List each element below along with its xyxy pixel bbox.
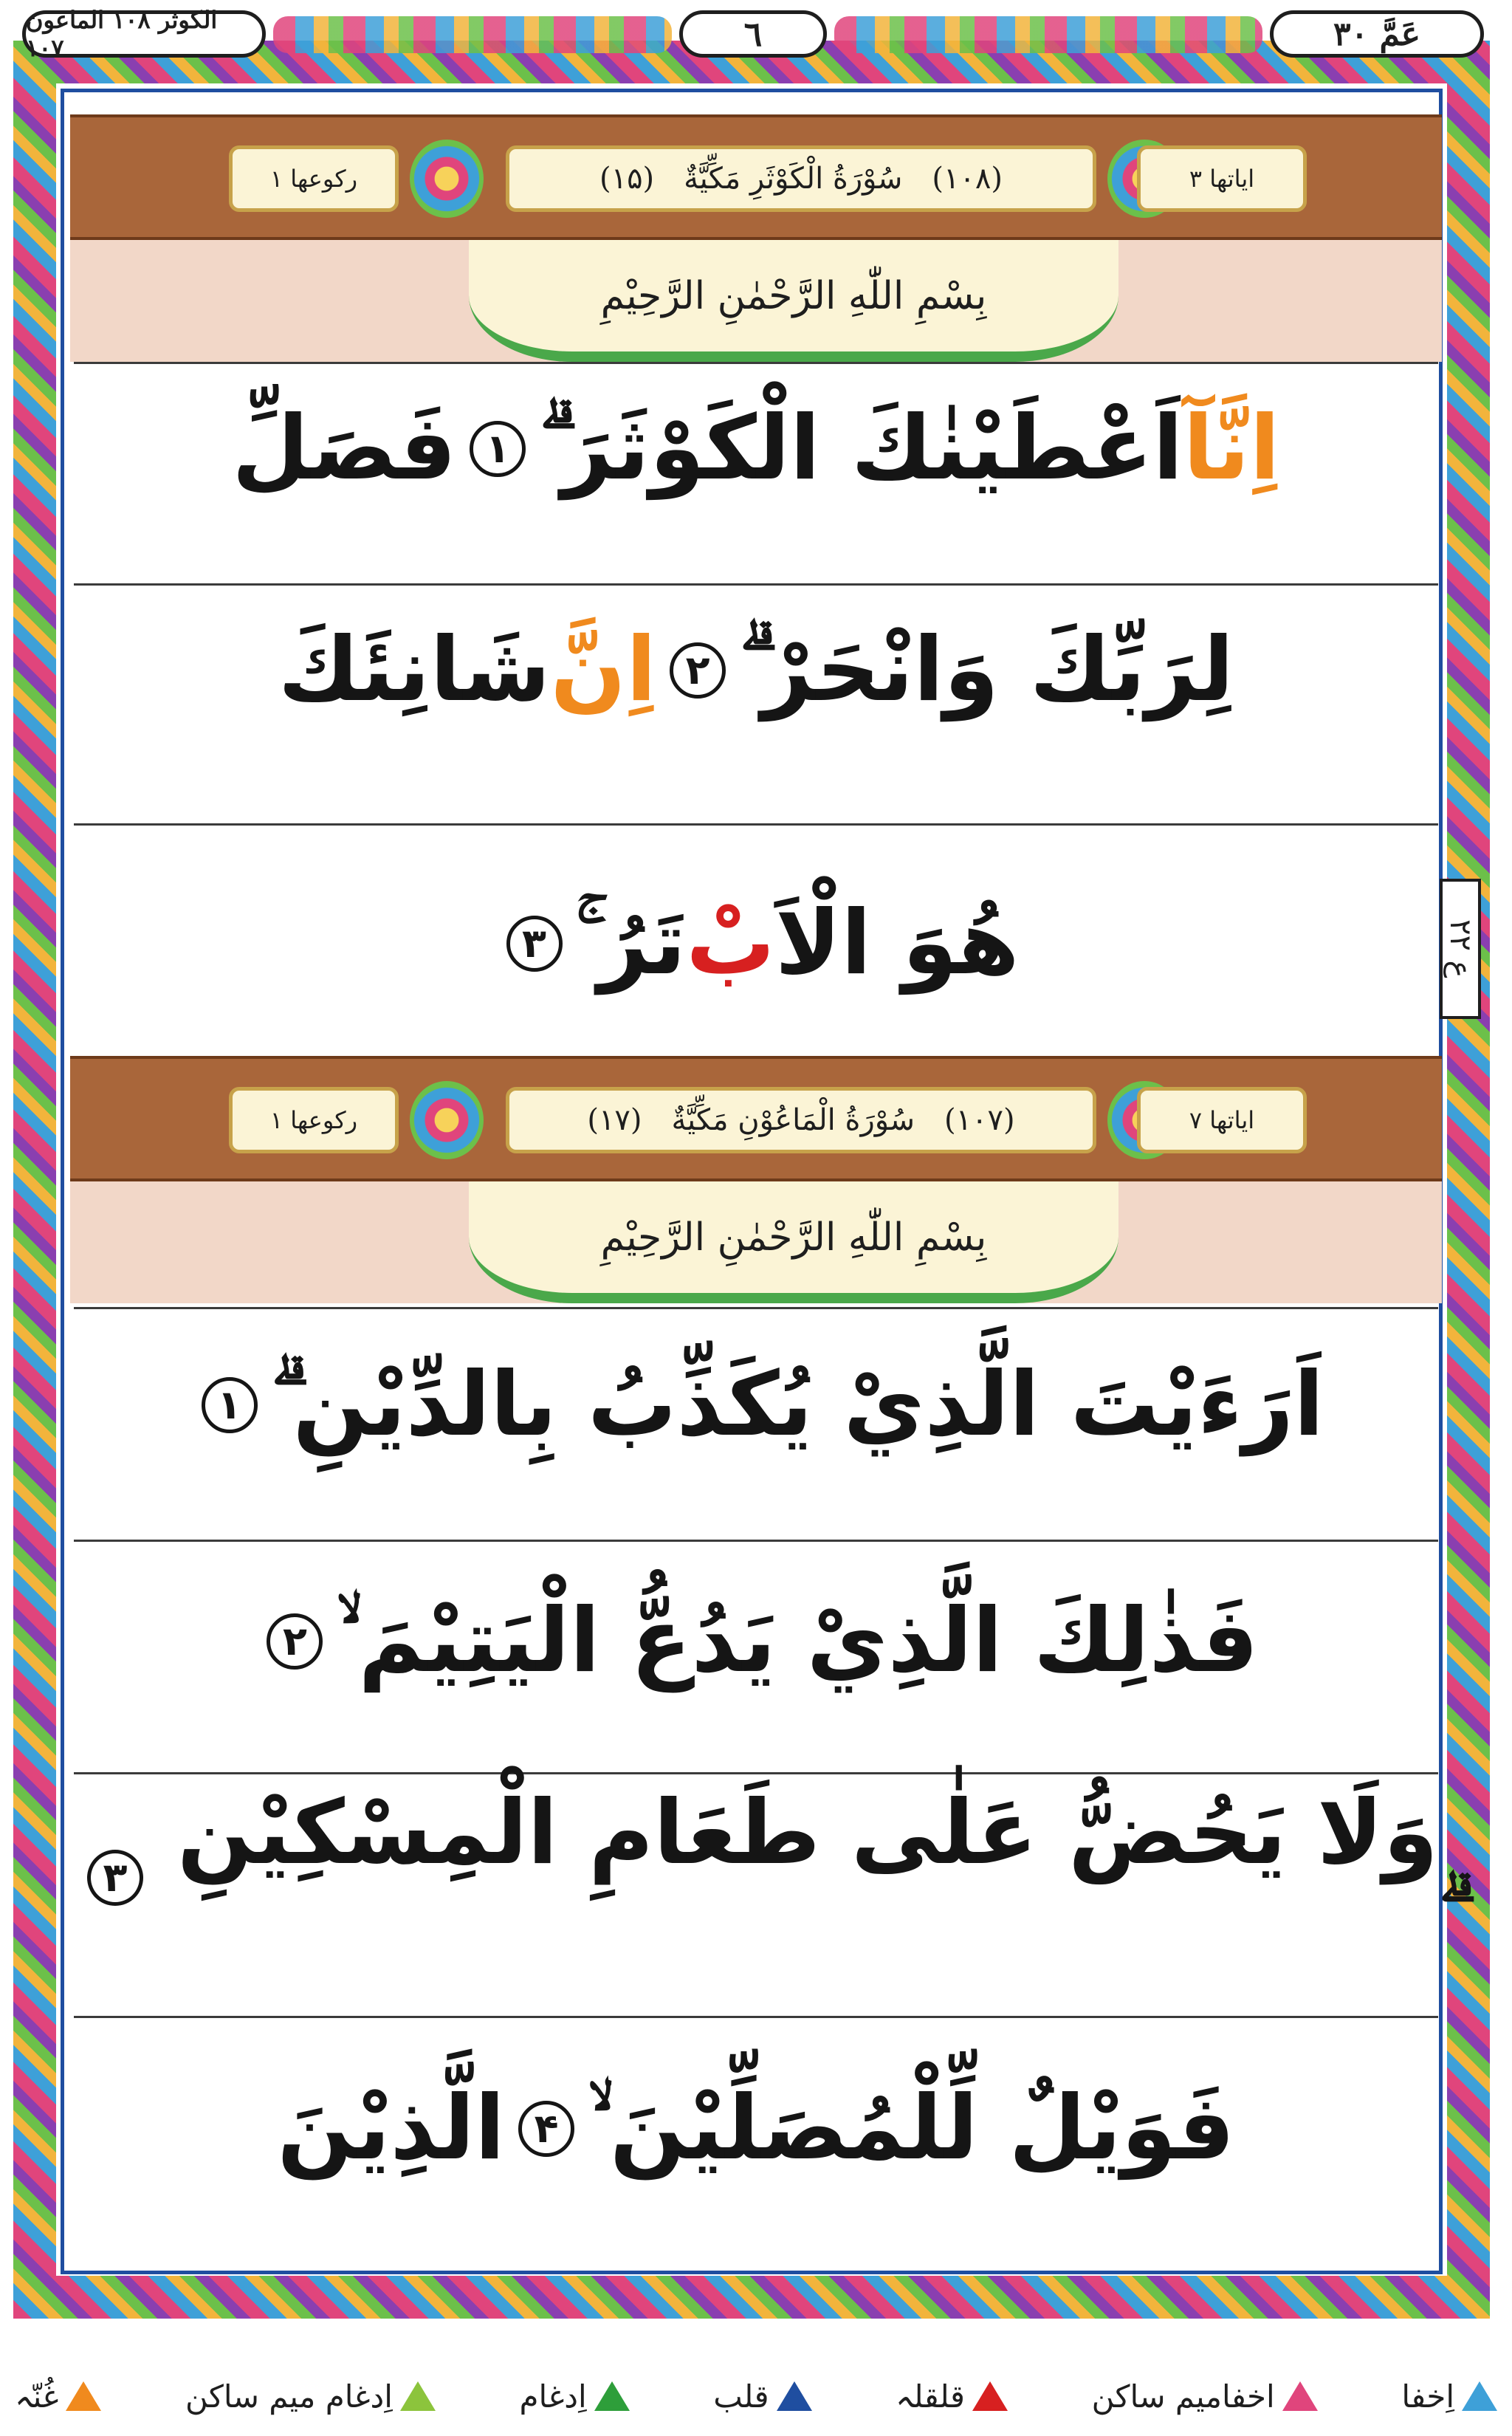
surah-title: سُوْرَةُ الْمَاعُوْنِ مَكِّيَّةٌ <box>671 1103 915 1137</box>
verse-line <box>74 366 1438 532</box>
surah-number: (۱۰۸) <box>932 162 1003 196</box>
legend-label: اِخفا <box>1401 2378 1454 2415</box>
verse-text: اَعْطَيْنٰكَ الْكَوْثَرَ ۗ <box>539 397 1183 500</box>
bismillah-band <box>70 1181 1442 1303</box>
line-rule <box>74 1772 1438 1774</box>
triangle-icon <box>972 2381 1008 2411</box>
verse-text: فَصَلِّ <box>232 397 457 500</box>
verse-line <box>74 860 1438 1026</box>
line-rule <box>74 1307 1438 1309</box>
top-header <box>0 0 1512 81</box>
triangle-icon <box>400 2381 436 2411</box>
bismillah-band <box>70 240 1442 362</box>
legend-item <box>185 2378 436 2415</box>
tajweed-ghunna: اِنَّ <box>550 618 657 721</box>
verse-text: شَانِئَكَ <box>278 618 551 721</box>
tajweed-legend <box>0 2363 1512 2429</box>
surah-title: سُوْرَةُ الْكَوْثَرِ مَكِّيَّةٌ <box>684 162 903 196</box>
line-rule <box>74 2016 1438 2018</box>
ayat-count-label: ایاتها ۷ <box>1137 1087 1307 1153</box>
ruku-count-label: رکوعها ۱ <box>229 145 399 212</box>
tajweed-qalqala: بْ <box>686 891 775 995</box>
line-rule <box>74 583 1438 586</box>
surah-header-kawthar <box>70 114 1442 240</box>
legend-label: قلب <box>713 2378 769 2415</box>
verse-text: هُوَ الْاَ <box>774 891 1020 995</box>
triangle-icon <box>1282 2381 1318 2411</box>
legend-label: اخفامیم ساکن <box>1091 2378 1275 2415</box>
top-ornament-left <box>273 16 672 53</box>
verse-line <box>74 2045 1438 2212</box>
verse-text: تَرُ ۚ <box>575 891 687 995</box>
medallion-ornament <box>410 1081 484 1159</box>
page-number: ٦ <box>679 10 827 58</box>
legend-item <box>1092 2378 1318 2415</box>
verse-text: اَرَءَيْتَ الَّذِيْ يُكَذِّبُ بِالدِّيْنِ ۗ <box>270 1353 1324 1456</box>
surah-index-pill: الکوثر ۱۰۸ الماعون ۱۰۷ <box>22 10 266 58</box>
surah-header-maun <box>70 1056 1442 1181</box>
surah-title-box <box>506 1087 1096 1153</box>
surah-number: (۱۰۷) <box>944 1103 1015 1137</box>
ayah-number: ۴ <box>518 2101 574 2157</box>
verse-line <box>74 1322 1438 1488</box>
legend-label: اِدغام <box>519 2378 587 2415</box>
legend-item <box>896 2378 1008 2415</box>
legend-item <box>713 2378 811 2415</box>
legend-label: غُنّہ <box>15 2378 59 2415</box>
surah-order: (۱۵) <box>599 162 655 196</box>
ayat-count-label: ایاتها ۳ <box>1137 145 1307 212</box>
verse-line <box>74 1558 1438 1724</box>
verse-line <box>74 587 1438 753</box>
ruku-count-label: رکوعها ۱ <box>229 1087 399 1153</box>
ayah-number: ۳ <box>87 1850 143 1906</box>
tajweed-ghunna: اِنَّآ <box>1183 397 1280 500</box>
verse-text: فَوَيْلٌ لِّلْمُصَلِّيْنَ ۙ <box>588 2076 1235 2180</box>
legend-item <box>15 2378 101 2415</box>
ayah-number: ۳ <box>506 916 563 972</box>
surah-title-box <box>506 145 1096 212</box>
ayah-number: ۱ <box>470 421 526 477</box>
bismillah: بِسْمِ اللّٰهِ الرَّحْمٰنِ الرَّحِيْمِ <box>469 240 1118 362</box>
legend-label: اِدغام میم ساکن <box>185 2378 393 2415</box>
legend-item <box>1401 2378 1497 2415</box>
verse-text: الَّذِيْنَ <box>277 2076 506 2180</box>
line-rule <box>74 823 1438 826</box>
legend-item <box>520 2378 630 2415</box>
triangle-icon <box>66 2381 101 2411</box>
triangle-icon <box>594 2381 630 2411</box>
ruku-side-marker: ع ۲۲ <box>1440 879 1481 1019</box>
triangle-icon <box>777 2381 812 2411</box>
bismillah: بِسْمِ اللّٰهِ الرَّحْمٰنِ الرَّحِيْمِ <box>469 1181 1118 1303</box>
line-rule <box>74 362 1438 364</box>
surah-order: (۱۷) <box>587 1103 642 1137</box>
top-ornament-right <box>834 16 1262 53</box>
legend-label: قلقلہ <box>896 2378 965 2415</box>
triangle-icon <box>1462 2381 1497 2411</box>
verse-text: لِرَبِّكَ وَانْحَرْ ۗ <box>739 618 1234 721</box>
line-rule <box>74 1540 1438 1542</box>
juz-pill: عَمَّ ۳۰ <box>1270 10 1484 58</box>
ayah-number: ۲ <box>267 1613 323 1670</box>
verse-text: فَذٰلِكَ الَّذِيْ يَدُعُّ الْيَتِيْمَ ۙ <box>336 1589 1259 1692</box>
medallion-ornament <box>410 140 484 218</box>
verse-text: وَلَا يَحُضُّ عَلٰى طَعَامِ الْمِسْكِيْنِ <box>177 1781 1438 1884</box>
ayah-number: ۲ <box>670 642 726 699</box>
ayah-number: ۱ <box>202 1377 258 1433</box>
verse-line <box>74 1781 1438 1960</box>
